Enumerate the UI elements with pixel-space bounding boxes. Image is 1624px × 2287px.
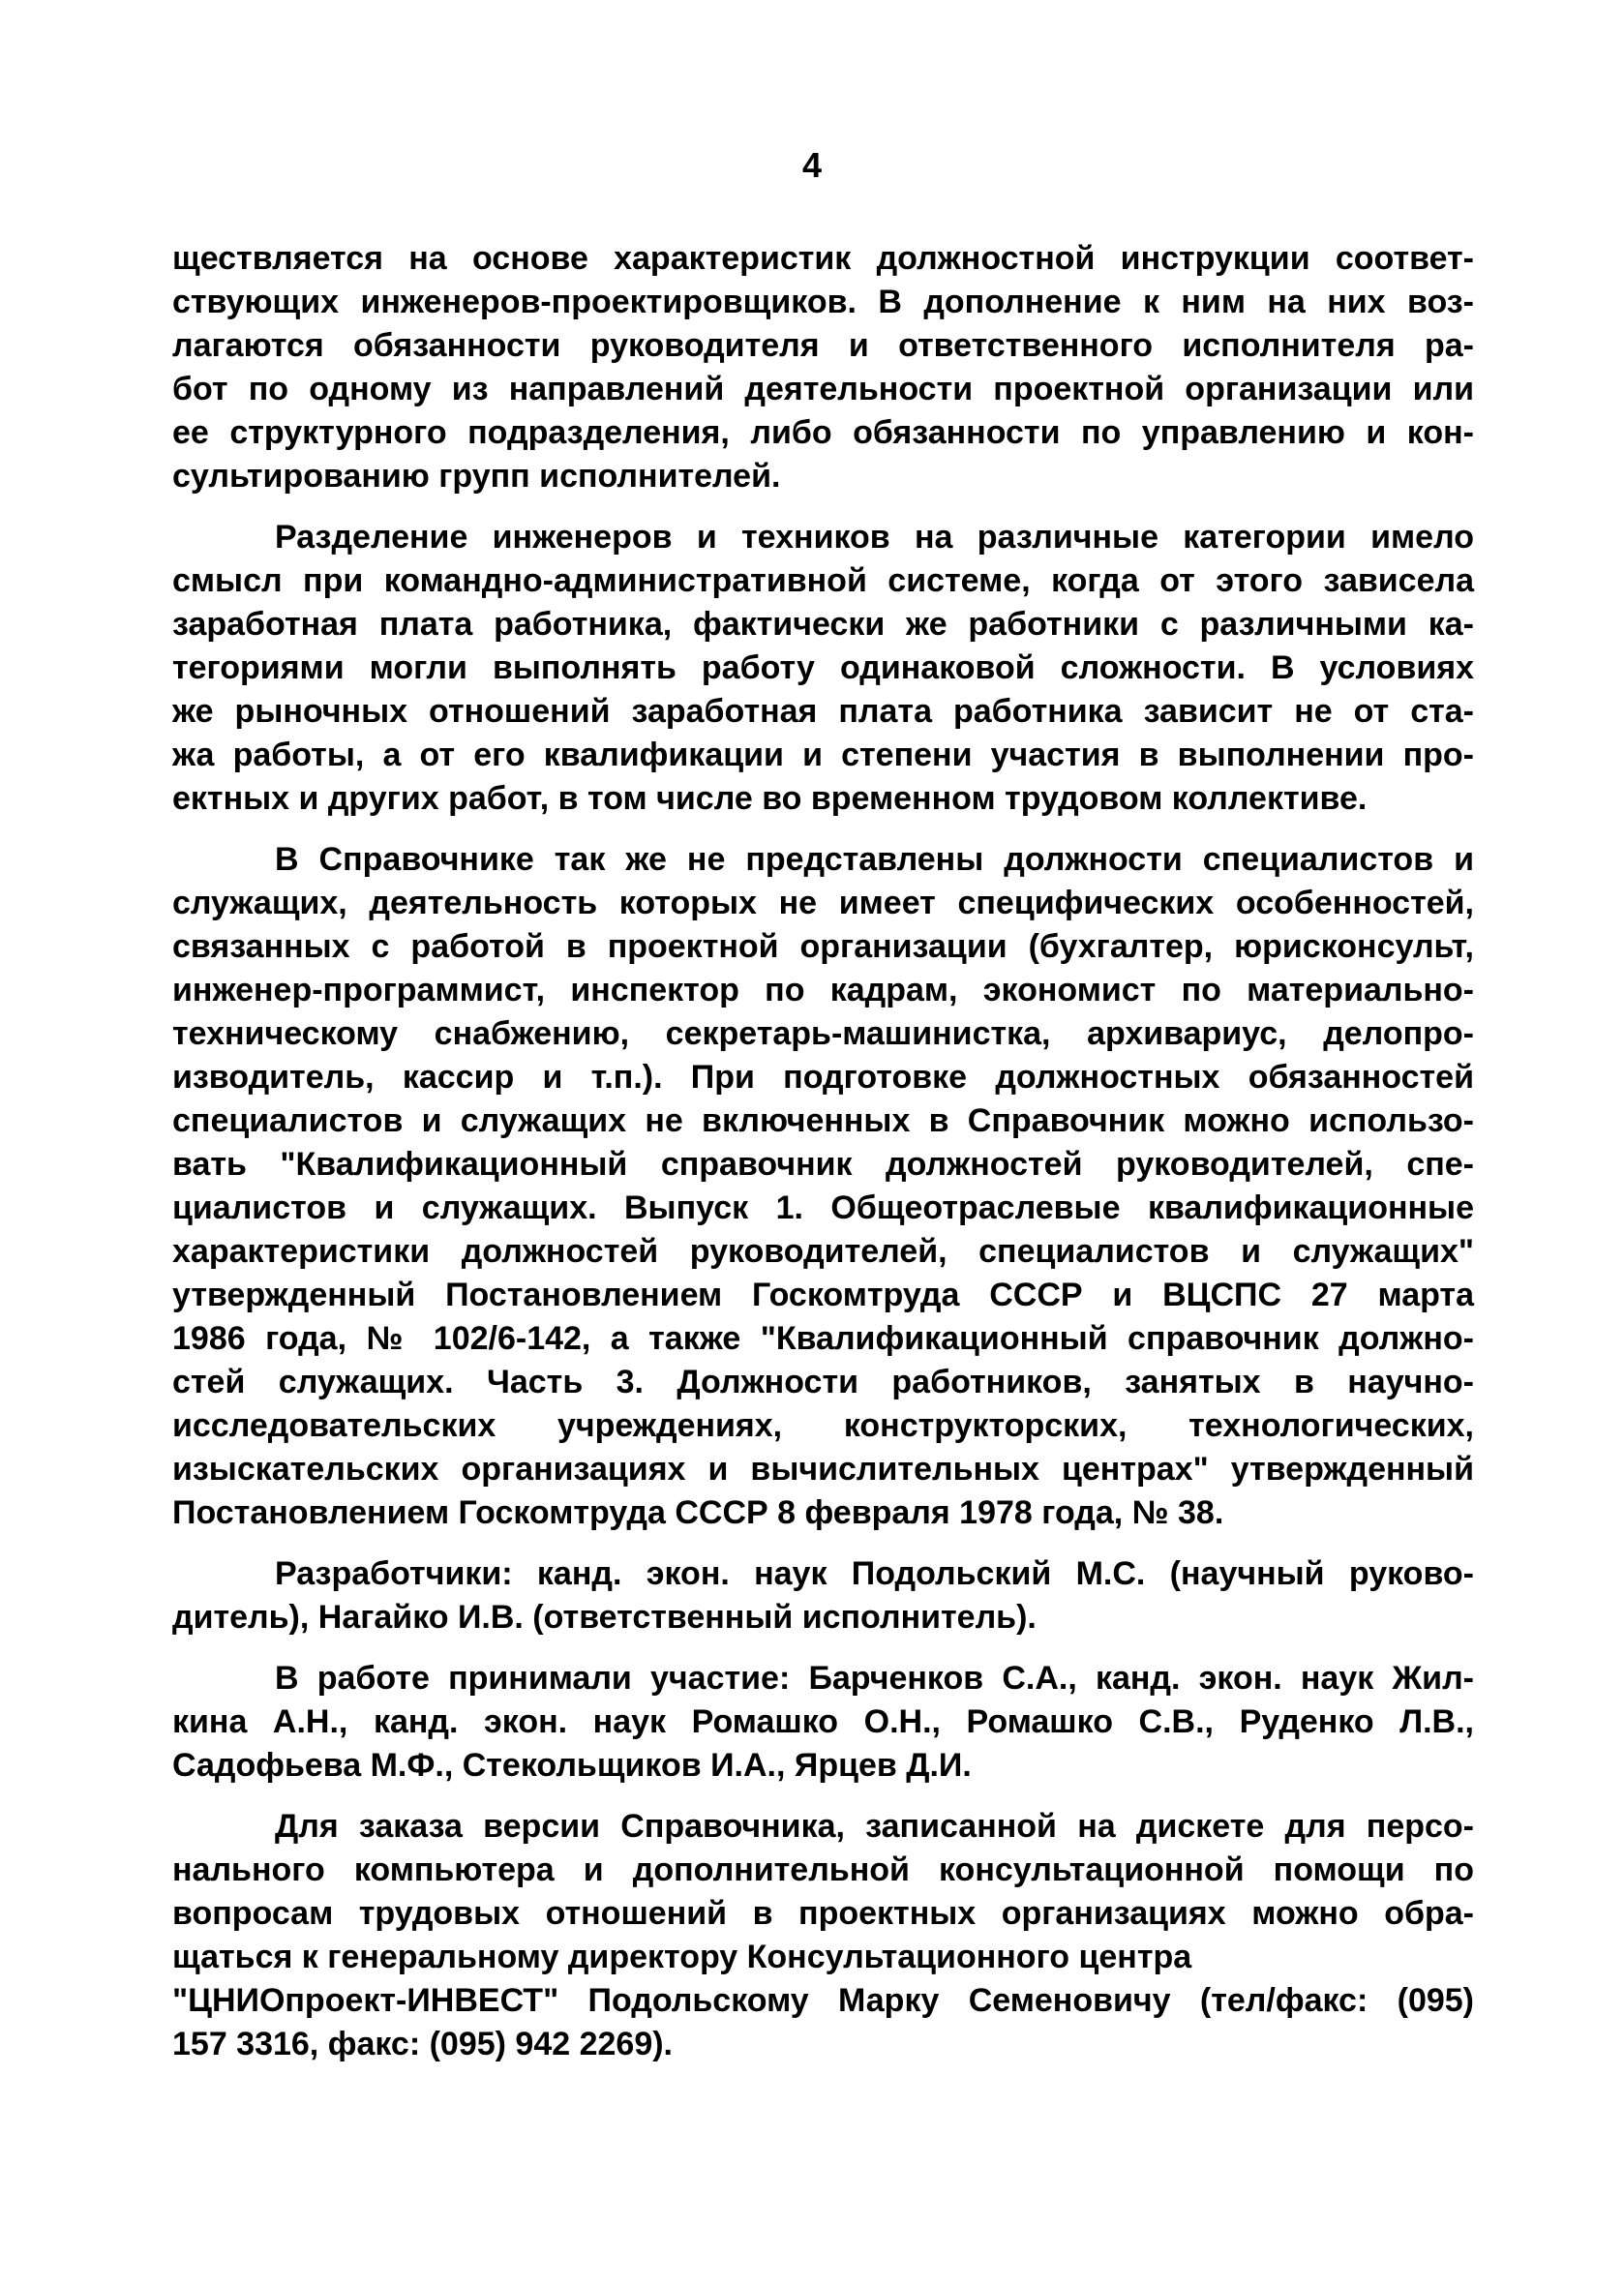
text-line: нального компьютера и дополнительной консультационной помощи по [172, 1851, 1474, 1888]
text-line: утвержденный Постановлением Госкомтруда СССР и ВЦСПС 27 марта [172, 1277, 1474, 1313]
text-line: "ЦНИОпроект-ИНВЕСТ" Подольскому Марку Семеновичу (тел/факс: (095) [172, 1982, 1474, 2019]
text-line: тегориями могли выполнять работу одинаковой сложности. В условиях [172, 649, 1474, 686]
text-line: щаться к генеральному директору Консультационного центра [172, 1939, 1192, 1975]
text-line: связанных с работой в проектной организации (бухгалтер, юрисконсульт, [172, 928, 1474, 965]
text-line: циалистов и служащих. Выпуск 1. Общеотраслевые квалификационные [172, 1189, 1474, 1226]
text-line: смысл при командно-административной системе, когда от этого зависела [172, 562, 1474, 599]
text-line: Разработчики: канд. экон. наук Подольский М.С. (научный руково- [275, 1555, 1474, 1592]
paragraph-2 [172, 516, 1474, 821]
text-line: стей служащих. Часть 3. Должности работников, занятых в научно- [172, 1364, 1474, 1400]
paragraph-developers [172, 1552, 1474, 1640]
text-line: исследовательских учреждениях, конструкторских, технологических, [172, 1407, 1474, 1444]
text-line: лагаются обязанности руководителя и ответственного исполнителя ра- [172, 327, 1474, 364]
text-line: бот по одному из направлений деятельности проектной организации или [172, 371, 1474, 407]
text-line: ствующих инженеров-проектировщиков. В дополнение к ним на них воз- [172, 284, 1474, 320]
text-line: характеристики должностей руководителей, специалистов и служащих" [172, 1233, 1474, 1270]
text-line: жа работы, а от его квалификации и степени участия в выполнении про- [172, 737, 1474, 773]
text-line: техническому снабжению, секретарь-машинистка, архивариус, делопро- [172, 1015, 1474, 1052]
text-line: же рыночных отношений заработная плата работника зависит не от ста- [172, 693, 1474, 730]
text-line: Постановлением Госкомтруда СССР 8 февраля 1978 года, № 38. [172, 1494, 1224, 1531]
text-line: вопросам трудовых отношений в проектных организациях можно обра- [172, 1895, 1474, 1932]
paragraph-1 [172, 237, 1474, 498]
text-line: 157 3316, факс: (095) 942 2269). [172, 2026, 674, 2062]
text-line: вать "Квалификационный справочник должностей руководителей, спе- [172, 1146, 1474, 1183]
text-line: В Справочнике так же не представлены должности специалистов и [275, 841, 1474, 878]
text-line: заработная плата работника, фактически же работники с различными ка- [172, 606, 1474, 643]
page-number: 4 [801, 145, 823, 185]
text-line: специалистов и служащих не включенных в Справочник можно использо- [172, 1102, 1474, 1139]
text-line: служащих, деятельность которых не имеет специфических особенностей, [172, 885, 1474, 921]
text-line: изводитель, кассир и т.п.). При подготовке должностных обязанностей [172, 1059, 1474, 1096]
text-line: Разделение инженеров и техников на различные категории имело [275, 519, 1474, 556]
text-line: В работе принимали участие: Барченков С.А., канд. экон. наук Жил- [275, 1660, 1474, 1697]
text-line: Для заказа версии Справочника, записанной на дискете для персо- [275, 1808, 1474, 1845]
paragraph-contact [172, 1805, 1474, 2066]
paragraph-3 [172, 838, 1474, 1535]
text-line: кина А.Н., канд. экон. наук Ромашко О.Н., Ромашко С.В., Руденко Л.В., [172, 1703, 1474, 1740]
text-line: ее структурного подразделения, либо обязанности по управлению и кон- [172, 414, 1474, 451]
text-line: инженер-программист, инспектор по кадрам, экономист по материально- [172, 972, 1474, 1008]
text-line: Садофьева М.Ф., Стекольщиков И.А., Ярцев Д.И. [172, 1747, 972, 1784]
text-line: ществляется на основе характеристик должностной инструкции соответ- [172, 240, 1474, 277]
document-body [172, 237, 1474, 2084]
text-line: ектных и других работ, в том числе во временном трудовом коллективе. [172, 780, 1368, 817]
paragraph-participants [172, 1657, 1474, 1788]
text-line: изыскательских организациях и вычислительных центрах" утвержденный [172, 1451, 1474, 1488]
text-line: дитель), Нагайко И.В. (ответственный исполнитель). [172, 1599, 1037, 1636]
text-line: 1986 года, № 102/6-142, а также "Квалификационный справочник должно- [172, 1320, 1474, 1357]
text-line: сультированию групп исполнителей. [172, 458, 781, 495]
